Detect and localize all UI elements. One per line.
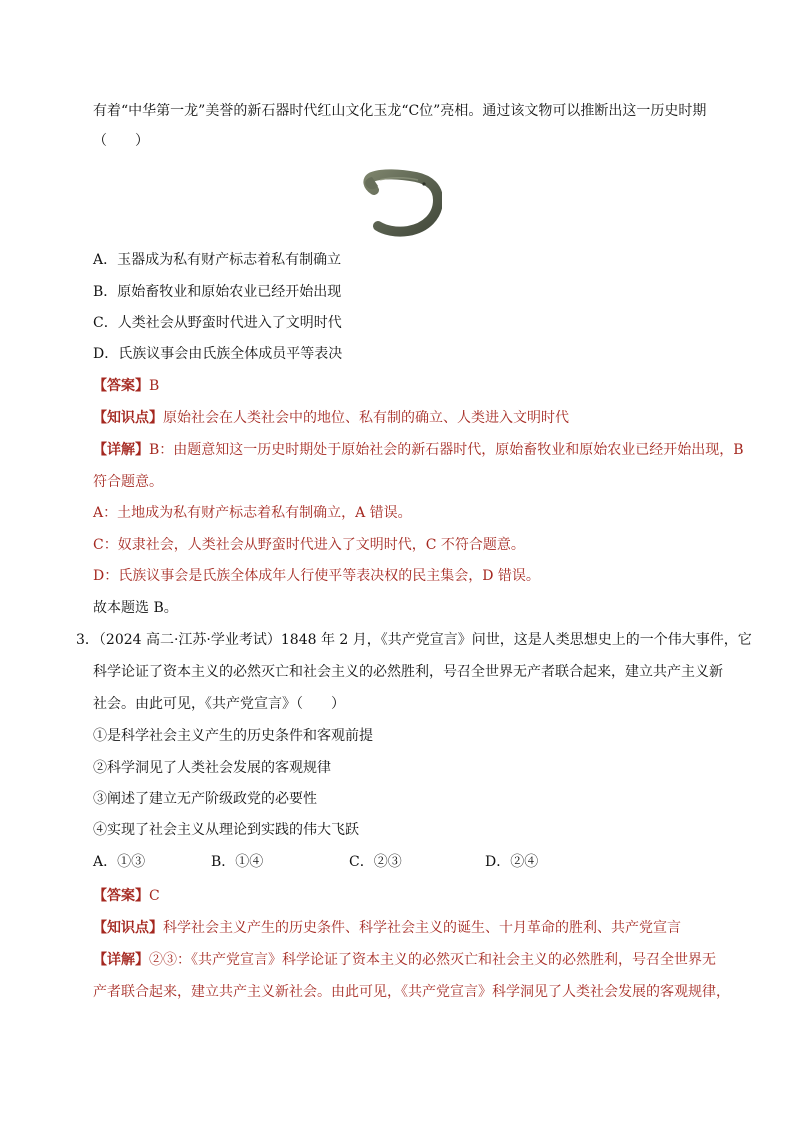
detail-tag: 【详解】 (93, 952, 149, 968)
q3-item-2: ②科学洞见了人类社会发展的客观规律 (93, 760, 331, 776)
knowledge-point-text: 科学社会主义产生的历史条件、科学社会主义的诞生、十月革命的胜利、共产党宣言 (163, 920, 681, 936)
q2-detail-c: C：奴隶社会，人类社会从野蛮时代进入了文明时代，C 不符合题意。 (93, 537, 525, 553)
q3-item-3: ③阐述了建立无产阶级政党的必要性 (93, 791, 317, 807)
q2-answer (93, 376, 159, 396)
detail-text: 《共产党宣言》科学论证了资本主义的必然灭亡和社会主义的必然胜利，号召全世界无 (191, 952, 716, 968)
knowledge-point-tag: 【知识点】 (93, 920, 163, 936)
answer-value: B (149, 378, 160, 394)
q2-option-a: A．玉器成为私有财产标志着私有制确立 (93, 252, 342, 268)
detail-text: B：由题意知这一历史时期处于原始社会的新石器时代，原始畜牧业和原始农业已经开始出现，B (149, 442, 744, 458)
q3-stem-line-1: 3．（2024 高二·江苏·学业考试）1848 年 2 月，《共产党宣言》问世，这是人类思想史上的一个伟大事件，它 (76, 632, 752, 648)
answer-tag: 【答案】 (93, 888, 149, 904)
q2-option-c: C．人类社会从野蛮时代进入了文明时代 (93, 315, 342, 331)
q2-option-b: B．原始畜牧业和原始农业已经开始出现 (93, 284, 342, 300)
q3-option-d: D．②④ (485, 854, 539, 870)
knowledge-point-tag: 【知识点】 (93, 410, 163, 426)
q2-detail-line-2: 符合题意。 (93, 474, 163, 490)
q3-option-b: B．①④ (211, 854, 264, 870)
q2-stem-line-2: （ ） (93, 133, 149, 149)
q3-item-1: ①是科学社会主义产生的历史条件和客观前提 (93, 728, 373, 744)
answer-tag: 【答案】 (93, 378, 149, 394)
q2-knowledge-point (93, 408, 569, 428)
q2-detail-a: A：土地成为私有财产标志着私有制确立，A 错误。 (93, 505, 412, 521)
q3-option-c: C．②③ (349, 854, 402, 870)
q2-detail-line-1 (93, 440, 744, 460)
q3-detail-line-1 (93, 950, 716, 970)
q3-option-a: A．①③ (93, 854, 146, 870)
q3-options (93, 852, 613, 872)
answer-value: C (149, 888, 160, 904)
q3-knowledge-point (93, 918, 681, 938)
q3-answer (93, 886, 160, 906)
q3-item-4: ④实现了社会主义从理论到实践的伟大飞跃 (93, 822, 359, 838)
q2-detail-d: D：氏族议事会是氏族全体成年人行使平等表决权的民主集会，D 错误。 (93, 568, 540, 584)
knowledge-point-text: 原始社会在人类社会中的地位、私有制的确立、人类进入文明时代 (163, 410, 569, 426)
q2-conclusion: 故本题选 B。 (93, 600, 178, 616)
jade-dragon-image (360, 168, 442, 238)
q3-stem-line-2: 科学论证了资本主义的必然灭亡和社会主义的必然胜利，号召全世界无产者联合起来，建立共产主义新 (93, 664, 723, 680)
detail-tag: 【详解】 (93, 442, 149, 458)
q2-option-d: D．氏族议事会由氏族全体成员平等表决 (93, 346, 343, 362)
q3-stem-line-3: 社会。由此可见，《共产党宣言》（ ） (93, 696, 345, 712)
detail-prefix: ②③： (149, 952, 191, 968)
q3-detail-line-2: 产者联合起来，建立共产主义新社会。由此可见，《共产党宣言》科学洞见了人类社会发展的客观规律， (93, 984, 730, 1000)
q2-stem-line-1: 有着“中华第一龙”美誉的新石器时代红山文化玉龙“C位”亮相。通过该文物可以推断出这一历史时期 (93, 103, 707, 119)
